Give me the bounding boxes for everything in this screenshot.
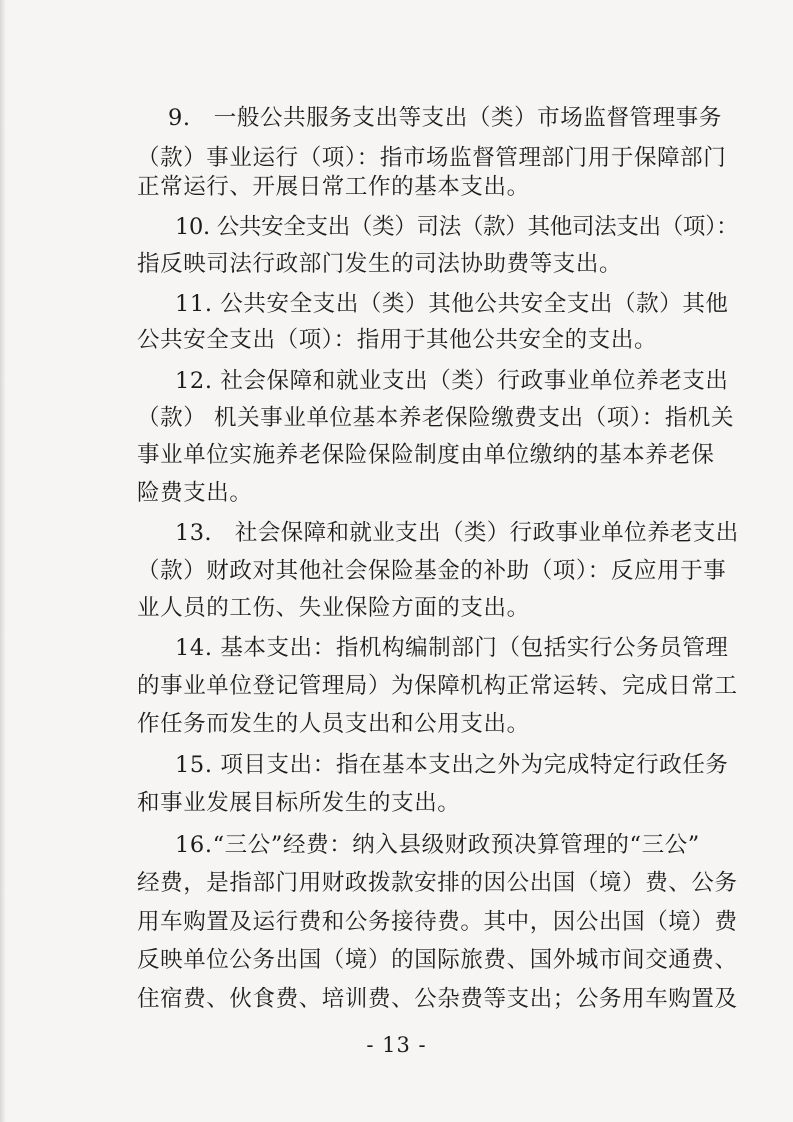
text-line: 作任务而发生的人员支出和公用支出。 (137, 711, 530, 737)
text-line: 12. 社会保障和就业支出（类）行政事业单位养老支出 (175, 368, 729, 394)
text-line: 正常运行、开展日常工作的基本支出。 (137, 174, 530, 200)
text-line: 住宿费、伙食费、培训费、公杂费等支出；公务用车购置及 (137, 986, 738, 1012)
text-line: 10. 公共安全支出（类）司法（款）其他司法支出（项）： (175, 214, 739, 240)
text-line: （款）事业运行（项）：指市场监督管理部门用于保障部门 (137, 145, 727, 171)
text-line: 指反映司法行政部门发生的司法协助费等支出。 (137, 251, 623, 277)
page-number: - 13 - (366, 1033, 427, 1057)
text-line: 11. 公共安全支出（类）其他公共安全支出（款）其他 (175, 291, 729, 317)
text-line: 险费支出。 (137, 480, 253, 506)
text-line: 9. 一般公共服务支出等支出（类）市场监督管理事务 (168, 105, 722, 131)
text-line: （款）财政对其他社会保险基金的补助（项）：反应用于事 (137, 558, 727, 584)
text-line: 13. 社会保障和就业支出（类）行政事业单位养老支出 (175, 520, 739, 546)
text-line: 用车购置及运行费和公务接待费。其中，因公出国（境）费 (137, 909, 738, 935)
text-line: 15. 项目支出：指在基本支出之外为完成特定行政任务 (175, 752, 729, 778)
scan-edge-shadow (0, 0, 6, 1122)
text-line: 反映单位公务出国（境）的国际旅费、国外城市间交通费、 (137, 947, 738, 973)
text-line: 16.“三公”经费：纳入县级财政预决算管理的“三公” (175, 832, 700, 858)
text-line: 公共安全支出（项）：指用于其他公共安全的支出。 (137, 327, 658, 353)
text-line: 的事业单位登记管理局）为保障机构正常运转、完成日常工 (137, 673, 738, 699)
text-line: 业人员的工伤、失业保险方面的支出。 (137, 595, 530, 621)
text-line: 和事业发展目标所发生的支出。 (137, 790, 461, 816)
text-line: （款） 机关事业单位基本养老保险缴费支出（项）：指机关 (137, 405, 735, 431)
text-line: 14. 基本支出：指机构编制部门（包括实行公务员管理 (175, 635, 729, 661)
text-line: 事业单位实施养老保险保险制度由单位缴纳的基本养老保 (137, 442, 715, 468)
text-line: 经费，是指部门用财政拨款安排的因公出国（境）费、公务 (137, 870, 738, 896)
